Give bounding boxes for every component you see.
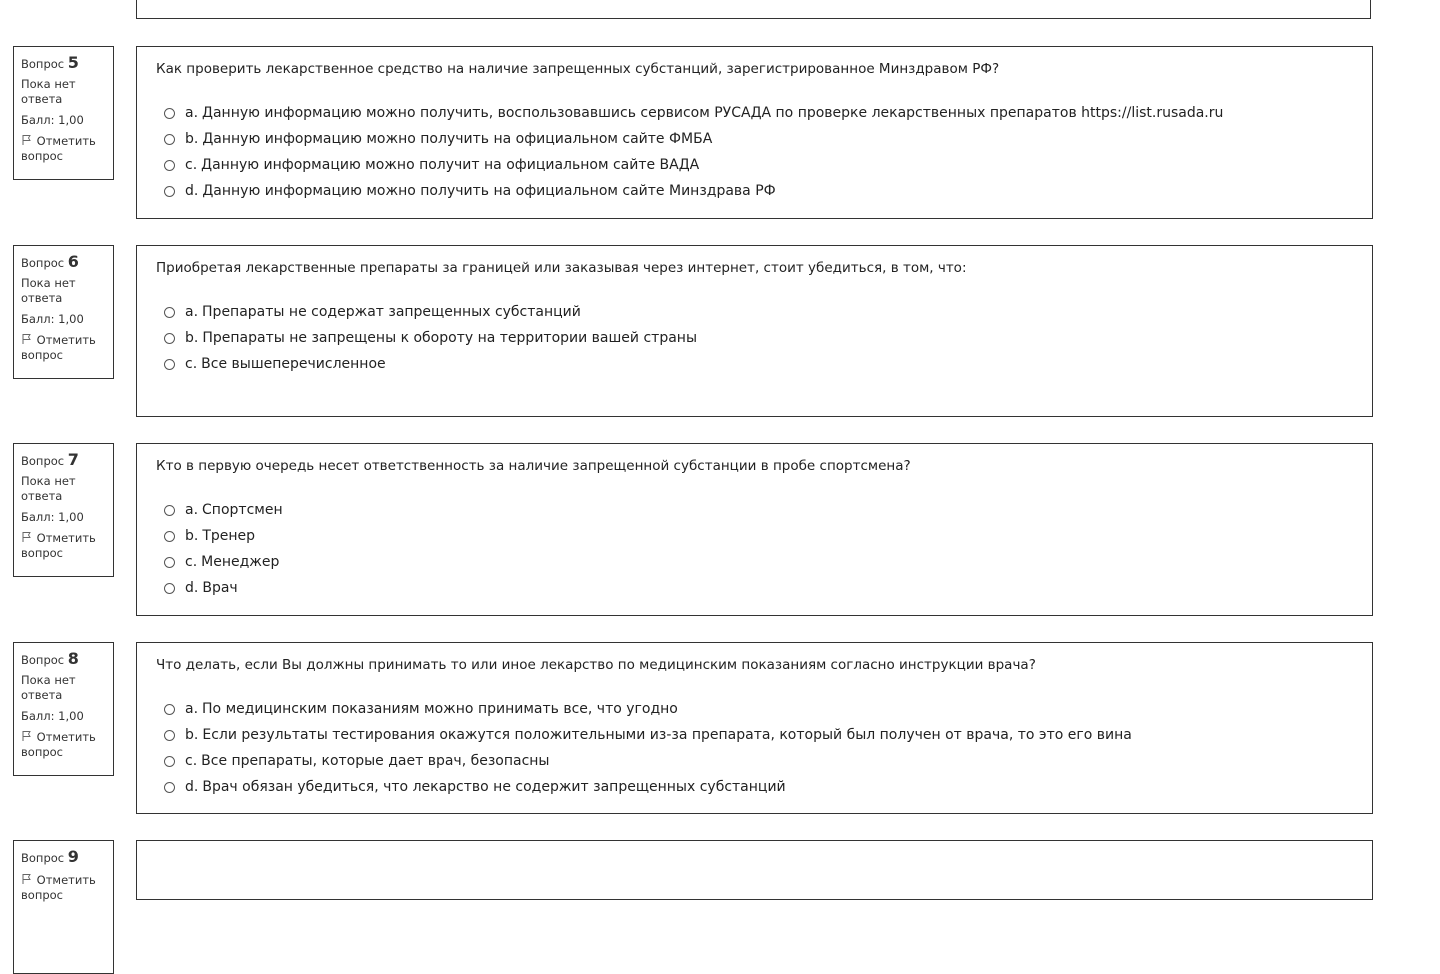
- question-content-box: [136, 443, 1373, 616]
- question-number-row: [21, 650, 113, 669]
- question-text: Кто в первую очередь несет ответственность за наличие запрещенной субстанции в пробе спортсмена?: [156, 458, 911, 474]
- question-content-box: [136, 642, 1373, 814]
- question-content-box: [136, 840, 1373, 900]
- answer-letter: a.: [185, 304, 199, 320]
- question-info-panel: [13, 840, 114, 974]
- answer-option[interactable]: [156, 126, 1372, 152]
- answer-text: По медицинским показаниям можно принимать все, что угодно: [202, 701, 678, 717]
- answer-radio[interactable]: [164, 307, 175, 318]
- answer-radio[interactable]: [164, 333, 175, 344]
- answer-radio[interactable]: [164, 704, 175, 715]
- answer-option[interactable]: [156, 523, 1372, 549]
- answer-radio[interactable]: [164, 160, 175, 171]
- answer-text: Препараты не содержат запрещенных субстанций: [202, 304, 581, 320]
- question-label: Вопрос: [21, 851, 65, 865]
- answer-text: Данную информацию можно получить на официальном сайте ФМБА: [202, 131, 713, 147]
- question-number-row: [21, 253, 113, 272]
- answer-text: Врач обязан убедиться, что лекарство не содержит запрещенных субстанций: [202, 779, 786, 795]
- question-number: 7: [67, 450, 79, 469]
- question-number: 6: [67, 252, 79, 271]
- answer-letter: d.: [185, 779, 199, 795]
- answer-letter: b.: [185, 528, 199, 544]
- answer-text: Врач: [202, 580, 238, 596]
- question-number-row: [21, 54, 113, 73]
- answer-letter: c.: [185, 753, 198, 769]
- answer-letter: a.: [185, 105, 199, 121]
- answer-option[interactable]: [156, 722, 1372, 748]
- answer-option[interactable]: [156, 100, 1372, 126]
- answer-text: Все препараты, которые дает врач, безопасны: [201, 753, 550, 769]
- question-state: Пока нет ответа: [21, 77, 76, 106]
- answer-radio[interactable]: [164, 531, 175, 542]
- answer-option[interactable]: [156, 696, 1372, 722]
- question-state: Пока нет ответа: [21, 474, 76, 503]
- question-grade: Балл: 1,00: [21, 510, 84, 524]
- answer-option[interactable]: [156, 178, 1372, 204]
- answer-text: Менеджер: [201, 554, 280, 570]
- previous-question-box: [136, 0, 1371, 19]
- answer-option[interactable]: [156, 299, 1372, 325]
- flag-icon: [21, 730, 33, 742]
- question-content-box: [136, 46, 1373, 219]
- answer-text: Данную информацию можно получить, воспользовавшись сервисом РУСАДА по проверке лекарственных препаратов https://list.rusada.ru: [202, 105, 1224, 121]
- answer-option[interactable]: [156, 575, 1372, 601]
- question-number-row: [21, 451, 113, 470]
- question-number: 8: [67, 649, 79, 668]
- answer-radio[interactable]: [164, 186, 175, 197]
- answer-text: Тренер: [202, 528, 256, 544]
- answer-text: Данную информацию можно получить на официальном сайте Минздрава РФ: [202, 183, 776, 199]
- flag-icon: [21, 531, 33, 543]
- question-state: Пока нет ответа: [21, 673, 76, 702]
- answer-option[interactable]: [156, 774, 1372, 800]
- question-state: Пока нет ответа: [21, 276, 76, 305]
- question-number: 9: [67, 847, 79, 866]
- flag-icon: [21, 134, 33, 146]
- question-label: Вопрос: [21, 57, 65, 71]
- answer-letter: b.: [185, 727, 199, 743]
- flag-question-button[interactable]: [21, 531, 113, 561]
- answer-text: Спортсмен: [202, 502, 283, 518]
- question-info-panel: [13, 443, 114, 577]
- answer-radio[interactable]: [164, 108, 175, 119]
- question-text: Как проверить лекарственное средство на наличие запрещенных субстанций, зарегистрированное Минздравом РФ?: [156, 61, 1000, 77]
- question-label: Вопрос: [21, 256, 65, 270]
- answer-letter: c.: [185, 554, 198, 570]
- answer-option[interactable]: [156, 549, 1372, 575]
- answer-letter: a.: [185, 502, 199, 518]
- answer-letter: b.: [185, 330, 199, 346]
- answer-option[interactable]: [156, 325, 1372, 351]
- question-label: Вопрос: [21, 653, 65, 667]
- answer-letter: d.: [185, 580, 199, 596]
- answer-option[interactable]: [156, 497, 1372, 523]
- answer-letter: c.: [185, 356, 198, 372]
- answer-radio[interactable]: [164, 359, 175, 370]
- question-info-panel: [13, 245, 114, 379]
- flag-question-button[interactable]: [21, 730, 113, 760]
- answer-text: Все вышеперечисленное: [201, 356, 386, 372]
- question-info-panel: [13, 642, 114, 776]
- question-info-panel: [13, 46, 114, 180]
- answer-text: Данную информацию можно получит на официальном сайте ВАДА: [201, 157, 700, 173]
- flag-question-label: Отметить вопрос: [21, 333, 96, 362]
- flag-question-label: Отметить вопрос: [21, 531, 96, 560]
- flag-icon: [21, 873, 33, 885]
- question-number: 5: [67, 53, 79, 72]
- flag-question-label: Отметить вопрос: [21, 873, 96, 902]
- answer-letter: a.: [185, 701, 199, 717]
- flag-icon: [21, 333, 33, 345]
- answer-radio[interactable]: [164, 134, 175, 145]
- answer-option[interactable]: [156, 351, 1372, 377]
- answer-letter: d.: [185, 183, 199, 199]
- flag-question-label: Отметить вопрос: [21, 134, 96, 163]
- flag-question-button[interactable]: [21, 873, 113, 903]
- question-grade: Балл: 1,00: [21, 113, 84, 127]
- flag-question-button[interactable]: [21, 333, 113, 363]
- question-grade: Балл: 1,00: [21, 312, 84, 326]
- answer-letter: b.: [185, 131, 199, 147]
- answer-letter: c.: [185, 157, 198, 173]
- answer-text: Если результаты тестирования окажутся положительными из-за препарата, который был получен от врача, то это его вина: [202, 727, 1132, 743]
- answer-radio[interactable]: [164, 756, 175, 767]
- question-text: Что делать, если Вы должны принимать то или иное лекарство по медицинским показаниям согласно инструкции врача?: [156, 657, 1036, 673]
- question-label: Вопрос: [21, 454, 65, 468]
- answer-radio[interactable]: [164, 730, 175, 741]
- answer-radio[interactable]: [164, 505, 175, 516]
- question-number-row: [21, 848, 113, 867]
- answer-radio[interactable]: [164, 583, 175, 594]
- answer-radio[interactable]: [164, 557, 175, 568]
- flag-question-label: Отметить вопрос: [21, 730, 96, 759]
- answer-text: Препараты не запрещены к обороту на территории вашей страны: [202, 330, 697, 346]
- answer-radio[interactable]: [164, 782, 175, 793]
- flag-question-button[interactable]: [21, 134, 113, 164]
- answer-option[interactable]: [156, 748, 1372, 774]
- question-text: Приобретая лекарственные препараты за границей или заказывая через интернет, стоит убедиться, в том, что:: [156, 260, 967, 276]
- question-content-box: [136, 245, 1373, 417]
- answer-option[interactable]: [156, 152, 1372, 178]
- question-grade: Балл: 1,00: [21, 709, 84, 723]
